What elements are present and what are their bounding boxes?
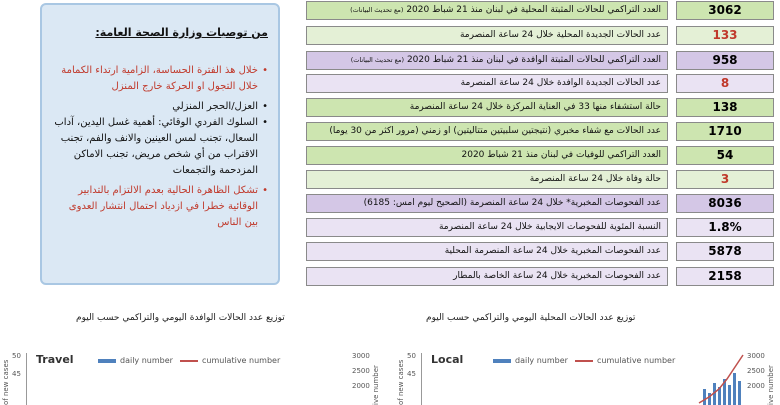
y-tick-label: 2500 [747,367,765,375]
chart-title: Local [431,353,464,366]
stat-note: (مع تحديث البيانات) [350,56,405,64]
stat-note: (مع تحديث البيانات) [350,6,404,14]
recommendation-item: • خلال هذ الفترة الحساسة، الزامية ارتداء الكمامة خلال التجول او الحركة خارج المنزل [54,63,258,95]
legend-daily: daily number [98,356,173,365]
stat-row [306,267,774,288]
stat-value: 133 [676,26,774,45]
travel-y-left-label: of new cases [2,359,10,405]
legend-daily: daily number [493,356,568,365]
stat-row [306,1,774,22]
stat-row [306,170,774,191]
legend-line-swatch [180,360,198,362]
local-chart-plot [697,353,745,405]
stat-label: العدد التراكمي للحالات المثبتة المحلية في لبنان منذ 21 شباط 2020 (مع تحديث البيانات) [306,1,668,20]
legend-bar-swatch [98,359,116,363]
local-chart [395,347,780,405]
recommendations-list [54,63,268,231]
chart-title: Travel [36,353,74,366]
stat-row [306,26,774,47]
stat-label: حالة وفاة خلال 24 ساعة المنصرمة [306,170,668,189]
stat-value: 8036 [676,194,774,213]
y-axis [26,353,27,405]
travel-chart [0,347,390,405]
stat-row [306,122,774,143]
stat-label: حالة استشفاء منها 33 في العناية المركزة خلال 24 ساعة المنصرمة [306,98,668,117]
daily-bar [703,389,706,405]
stat-value: 138 [676,98,774,117]
daily-bar [738,381,741,405]
stat-value: 3 [676,170,774,189]
recommendation-item: • السلوك الفردي الوقائي: أهمية غسل اليدين، آداب السعال، تجنب لمس العينين والانف والفم، تجنب الاقتراب من أي شخص مريض، تجنب الاماكن المزدحمة والتجمعات [54,115,258,179]
stat-value: 5878 [676,242,774,261]
y-tick-label: 50 [407,352,416,360]
travel-chart-caption: توزيع عدد الحالات الوافدة اليومي والتراكمي حسب اليوم [76,313,285,323]
y-tick-label: 45 [407,370,416,378]
stat-value: 54 [676,146,774,165]
stat-label: عدد الفحوصات المخبرية خلال 24 ساعة المنصرمة المحلية [306,242,668,261]
stat-row [306,74,774,95]
y-tick-label: 3000 [352,352,370,360]
local-y-right-label: ive number [767,365,775,405]
stat-value: 1.8% [676,218,774,237]
y-axis [421,353,422,405]
stat-row [306,146,774,167]
legend-cumulative: cumulative number [180,356,280,365]
stat-row [306,98,774,119]
daily-bar [733,373,736,405]
daily-bar [728,385,731,405]
stat-value: 2158 [676,267,774,286]
y-tick-label: 45 [12,370,21,378]
local-y-left-label: of new cases [397,359,405,405]
y-tick-label: 3000 [747,352,765,360]
stat-value: 1710 [676,122,774,141]
legend-cumulative: cumulative number [575,356,675,365]
stat-label: العدد التراكمي للحالات المثبتة الوافدة في لبنان منذ 21 شباط 2020 (مع تحديث البيانات) [306,51,668,70]
recommendations-title: من توصيات وزارة الصحة العامة: [95,26,268,39]
stat-label: عدد الفحوصات المخبرية* خلال 24 ساعة المنصرمة (الصحيح ليوم امس: 6185) [306,194,668,213]
stat-row [306,51,774,72]
stat-row [306,194,774,215]
legend-bar-swatch [493,359,511,363]
recommendations-panel [40,3,280,285]
travel-y-right-label: ive number [372,365,380,405]
stat-label: عدد الحالات الجديدة الوافدة خلال 24 ساعة المنصرمة [306,74,668,93]
y-tick-label: 2000 [352,382,370,390]
y-tick-label: 50 [12,352,21,360]
stat-label: عدد الحالات الجديدة المحلية خلال 24 ساعة المنصرمة [306,26,668,45]
recommendation-item: • العزل/الحجر المنزلي [54,99,258,115]
stat-row [306,242,774,263]
stat-label: عدد الفحوصات المخبرية خلال 24 ساعة الخاصة بالمطار [306,267,668,286]
y-tick-label: 2000 [747,382,765,390]
stat-value: 8 [676,74,774,93]
stat-value: 3062 [676,1,774,20]
legend-line-swatch [575,360,593,362]
y-tick-label: 2500 [352,367,370,375]
stat-label: عدد الحالات مع شفاء مخبري (نتيجتين سلبيتين متتاليتين) او زمني (مرور اكثر من 30 يوما) [306,122,668,141]
recommendation-item: • تشكل الظاهرة الحالية بعدم الالتزام بالتدابير الوقائية خطرا في ازدياد احتمال انتشار العدوى بين الناس [54,183,258,231]
local-chart-caption: توزيع عدد الحالات المحلية اليومي والتراكمي حسب اليوم [426,313,636,323]
stat-row [306,218,774,239]
stat-label: العدد التراكمي للوفيات في لبنان منذ 21 شباط 2020 [306,146,668,165]
stat-value: 958 [676,51,774,70]
stat-label: النسبة المئوية للفحوصات الايجابية خلال 24 ساعة المنصرمة [306,218,668,237]
